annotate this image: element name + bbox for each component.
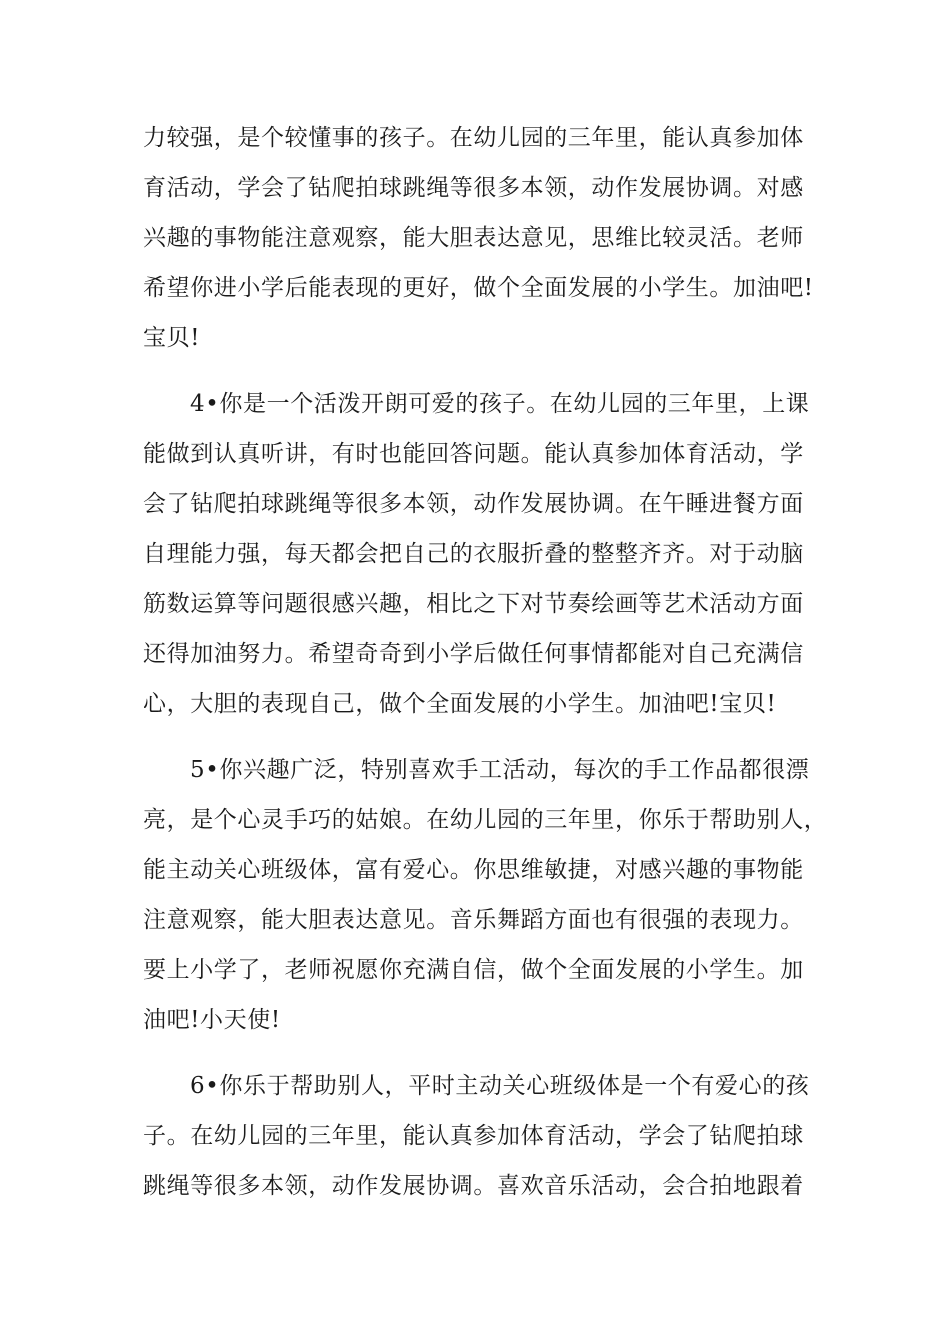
paragraph-line: 还得加油努力。希望奇奇到小学后做任何事情都能对自己充满信 [143, 641, 804, 667]
paragraph-line: 4•你是一个活泼开朗可爱的孩子。在幼儿园的三年里，上课 [190, 391, 810, 417]
paragraph-line: 6•你乐于帮助别人，平时主动关心班级体是一个有爱心的孩 [190, 1073, 810, 1099]
paragraph-line: 能主动关心班级体，富有爱心。你思维敏捷，对感兴趣的事物能 [143, 857, 804, 883]
paragraph-line: 子。在幼儿园的三年里，能认真参加体育活动，学会了钻爬拍球 [143, 1123, 804, 1149]
paragraph-line: 育活动，学会了钻爬拍球跳绳等很多本领，动作发展协调。对感 [143, 175, 804, 201]
paragraph-line: 心，大胆的表现自己，做个全面发展的小学生。加油吧!宝贝! [143, 691, 777, 717]
paragraph-line: 希望你进小学后能表现的更好，做个全面发展的小学生。加油吧! [143, 275, 814, 301]
paragraph-line: 自理能力强，每天都会把自己的衣服折叠的整整齐齐。对于动脑 [143, 541, 804, 567]
paragraph-line: 宝贝! [143, 325, 201, 351]
paragraph-line: 5•你兴趣广泛，特别喜欢手工活动，每次的手工作品都很漂 [190, 757, 810, 783]
paragraph-line: 兴趣的事物能注意观察，能大胆表达意见，思维比较灵活。老师 [143, 225, 804, 251]
paragraph-line: 亮，是个心灵手巧的姑娘。在幼儿园的三年里，你乐于帮助别人， [143, 807, 828, 833]
paragraph-line: 筋数运算等问题很感兴趣，相比之下对节奏绘画等艺术活动方面 [143, 591, 804, 617]
paragraph-line: 要上小学了，老师祝愿你充满自信，做个全面发展的小学生。加 [143, 957, 804, 983]
paragraph-line: 注意观察，能大胆表达意见。音乐舞蹈方面也有很强的表现力。 [143, 907, 804, 933]
paragraph-line: 跳绳等很多本领，动作发展协调。喜欢音乐活动，会合拍地跟着 [143, 1173, 804, 1199]
paragraph-line: 油吧!小天使! [143, 1007, 281, 1033]
paragraph-line: 力较强，是个较懂事的孩子。在幼儿园的三年里，能认真参加体 [143, 125, 804, 151]
paragraph-line: 能做到认真听讲，有时也能回答问题。能认真参加体育活动，学 [143, 441, 804, 467]
paragraph-line: 会了钻爬拍球跳绳等很多本领，动作发展协调。在午睡进餐方面 [143, 491, 804, 517]
